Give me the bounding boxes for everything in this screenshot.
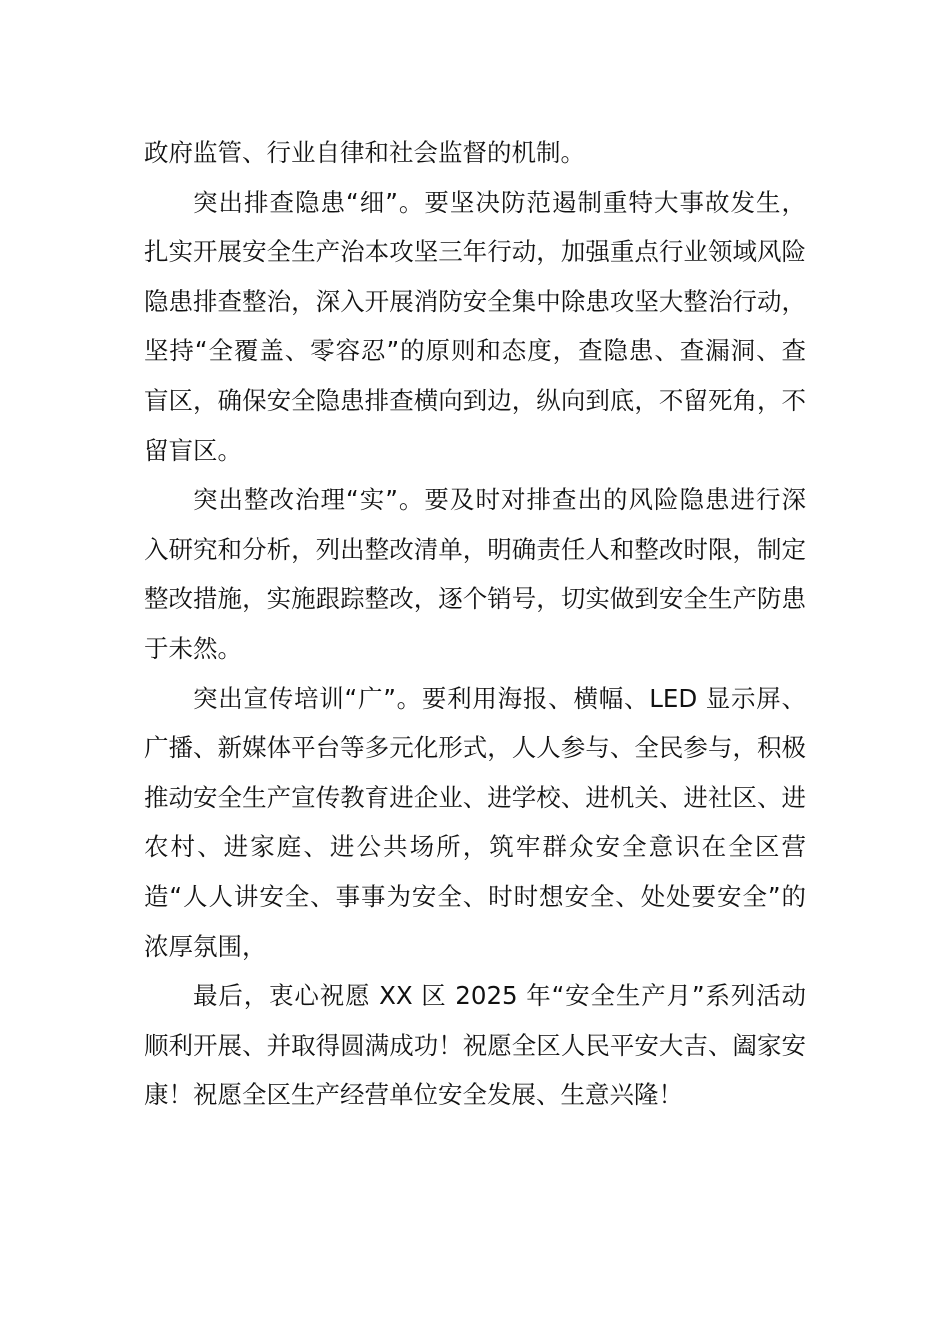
paragraph-publicity-training: 突出宣传培训“广”。要利用海报、横幅、LED 显示屏、广播、新媒体平台等多元化形式，人人参与、全民参与，积极推动安全生产宣传教育进企业、进学校、进机关、进社区、进农村、进家庭、进公共场所，筑牢群众安全意识在全区营造“人人讲安全、事事为安全、时时想安全、处处要安全”的浓厚氛围， <box>144 683 806 961</box>
paragraph-hazard-inspection: 突出排查隐患“细”。要坚决防范遏制重特大事故发生，扎实开展安全生产治本攻坚三年行动，加强重点行业领域风险隐患排查整治，深入开展消防安全集中除患攻坚大整治行动，坚持“全覆盖、零容忍”的原则和态度，查隐患、查漏洞、查盲区，确保安全隐患排查横向到边，纵向到底，不留死角，不留盲区。 <box>144 187 806 465</box>
paragraph-continuation: 政府监管、行业自律和社会监督的机制。 <box>144 138 585 167</box>
document-body <box>144 128 806 1120</box>
paragraph-closing-wishes: 最后，衷心祝愿 XX 区 2025 年“安全生产月”系列活动顺利开展、并取得圆满成功！祝愿全区人民平安大吉、阖家安康！祝愿全区生产经营单位安全发展、生意兴隆！ <box>144 981 806 1110</box>
paragraph-rectification: 突出整改治理“实”。要及时对排查出的风险隐患进行深入研究和分析，列出整改清单，明确责任人和整改时限，制定整改措施，实施跟踪整改，逐个销号，切实做到安全生产防患于未然。 <box>144 485 806 663</box>
